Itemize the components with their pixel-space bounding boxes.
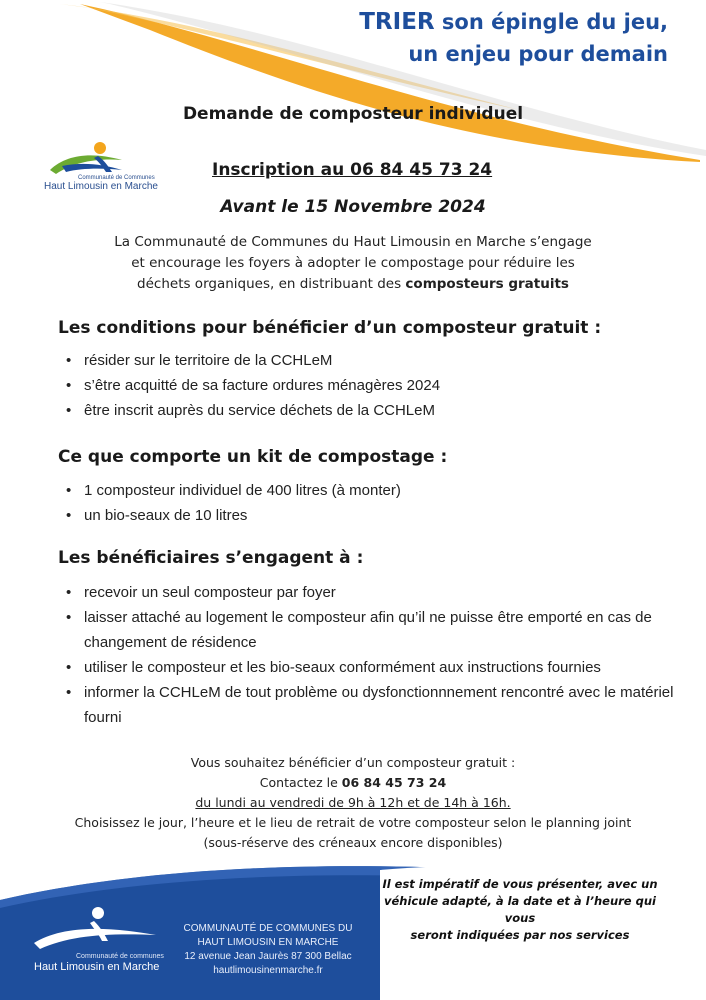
logo-small-text: Communauté de Communes <box>78 175 155 181</box>
contact-line: Vous souhaitez bénéficier d’un composteur gratuit : <box>190 755 516 770</box>
list-item: • recevoir un seul composteur par foyer <box>66 580 676 605</box>
notice-line: véhicule adapté, à la date et à l’heure qui vous <box>384 894 656 925</box>
intro-line: déchets organiques, en distribuant des <box>137 276 406 292</box>
footer-logo-name: Haut Limousin en Marche <box>34 961 160 973</box>
contact-phone: 06 84 45 73 24 <box>341 775 447 790</box>
list-item: • informer la CCHLeM de tout problème ou dysfonctionnnement rencontré avec le matériel fourni <box>66 680 676 730</box>
intro-line: La Communauté de Communes du Haut Limousin en Marche s’engage <box>114 234 592 250</box>
contact-line: Contactez le <box>259 775 342 790</box>
address-line: HAUT LIMOUSIN EN MARCHE <box>197 937 339 948</box>
section-heading-kit: Ce que comporte un kit de compostage : <box>58 447 448 467</box>
footer-logo-mark-icon <box>30 905 160 955</box>
notice-line: seront indiquées par nos services <box>410 928 630 942</box>
inscription-phone: Inscription au 06 84 45 73 24 <box>212 160 493 180</box>
cchlem-logo <box>42 140 182 200</box>
contact-line: (sous-réserve des créneaux encore disponibles) <box>203 835 503 850</box>
list-item: • utiliser le composteur et les bio-seaux conformément aux instructions fournies <box>66 655 676 680</box>
title-bold-word: TRIER <box>359 9 435 35</box>
commitments-list <box>66 580 676 730</box>
deadline: Avant le 15 Novembre 2024 <box>220 197 486 217</box>
logo-mark-icon <box>42 140 132 180</box>
conditions-list <box>66 348 676 423</box>
title-line2: un enjeu pour demain <box>408 42 668 66</box>
footer-address <box>168 922 368 978</box>
kit-list <box>66 478 676 528</box>
section-heading-commitments: Les bénéficiaires s’engagent à : <box>58 548 364 568</box>
main-title <box>359 6 668 70</box>
intro-highlight: composteurs gratuits <box>405 276 569 292</box>
footer-logo <box>30 905 170 995</box>
contact-line: Choisissez le jour, l’heure et le lieu de retrait de votre composteur selon le planning joint <box>74 815 632 830</box>
address-line: COMMUNAUTÉ DE COMMUNES DU <box>183 923 353 934</box>
section-heading-conditions: Les conditions pour bénéficier d’un composteur gratuit : <box>58 318 602 338</box>
address-line: 12 avenue Jean Jaurès 87 300 Bellac <box>184 951 352 962</box>
list-item: • laisser attaché au logement le composteur afin qu’il ne puisse être emporté en cas de changement de résidence <box>66 605 676 655</box>
footer-logo-small: Communauté de communes <box>76 953 164 960</box>
contact-block <box>0 753 706 853</box>
website-link[interactable]: hautlimousinenmarche.fr <box>213 965 323 976</box>
logo-name: Haut Limousin en Marche <box>44 181 158 192</box>
list-item: • s’être acquitté de sa facture ordures ménagères 2024 <box>66 373 676 398</box>
list-item: • un bio-seaux de 10 litres <box>66 503 676 528</box>
list-item: • être inscrit auprès du service déchets de la CCHLeM <box>66 398 676 423</box>
contact-hours: du lundi au vendredi de 9h à 12h et de 14h à 16h. <box>195 795 511 810</box>
subtitle: Demande de composteur individuel <box>182 104 524 124</box>
title-line1-rest: son épingle du jeu, <box>434 10 668 34</box>
footer-notice <box>380 876 660 944</box>
list-item: • 1 composteur individuel de 400 litres (à monter) <box>66 478 676 503</box>
intro-paragraph <box>40 232 666 295</box>
notice-line: Il est impératif de vous présenter, avec un <box>382 877 658 891</box>
intro-line: et encourage les foyers à adopter le compostage pour réduire les <box>131 255 575 271</box>
list-item: • résider sur le territoire de la CCHLeM <box>66 348 676 373</box>
